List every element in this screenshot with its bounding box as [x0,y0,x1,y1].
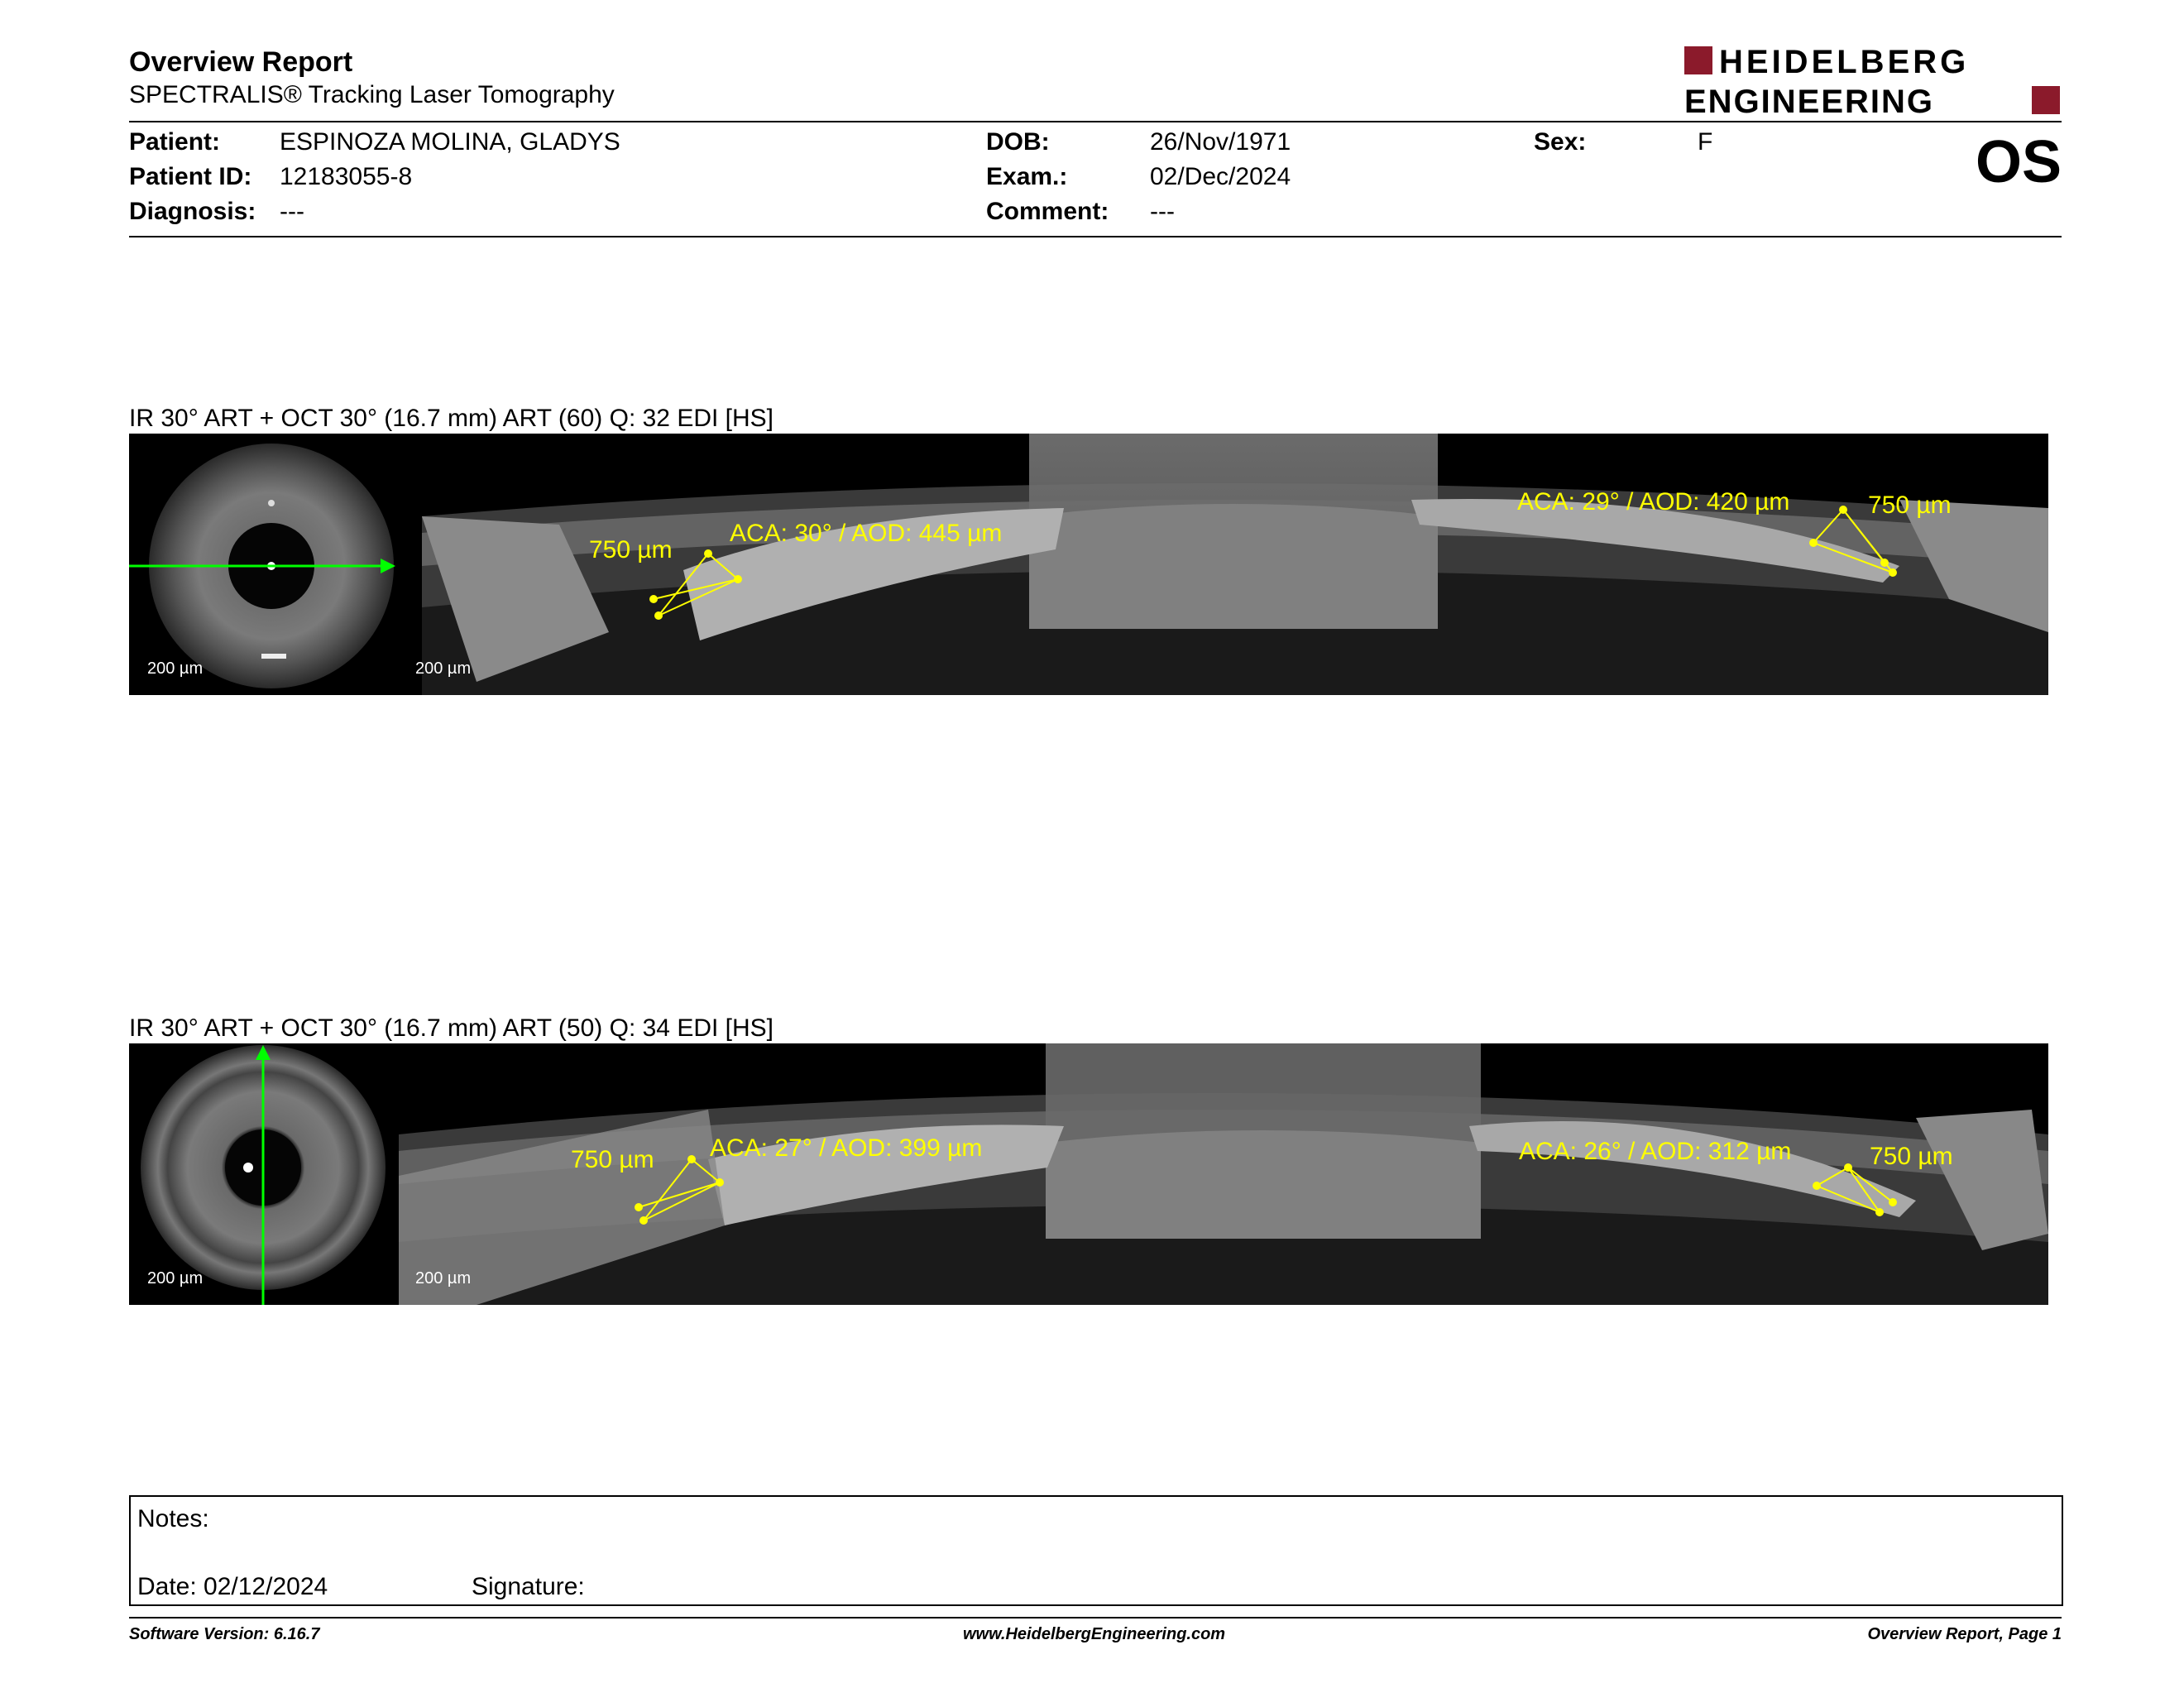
dob-value: 26/Nov/1971 [1150,128,1291,156]
eye-laterality: OS [1975,129,2062,195]
scan-1-ir-scale: 200 µm [147,659,204,678]
scan-1-oct-scale: 200 µm [415,659,472,678]
heidelberg-logo [1684,45,2062,117]
report-title: Overview Report [129,46,353,78]
scan-1-right-measurement: ACA: 29° / AOD: 420 µm [1517,488,1790,516]
dob-label: DOB: [986,128,1050,156]
scan-2-right-distance: 750 µm [1870,1143,1953,1170]
scan-1-panel [129,434,2048,695]
exam-label: Exam.: [986,163,1068,190]
scan-2-oct-image [399,1043,2048,1305]
patient-name-label: Patient: [129,128,221,156]
logo-red-square-bottom [2032,86,2060,114]
scan-2-ir-scale: 200 µm [147,1269,204,1288]
scan-2-panel [129,1043,2048,1305]
date-label: Date: 02/12/2024 [137,1573,328,1600]
scan-1-oct-image [422,434,2048,695]
comment-label: Comment: [986,198,1109,225]
scan-2-title: IR 30° ART + OCT 30° (16.7 mm) ART (50) Q: 34 EDI [HS] [129,1014,774,1042]
exam-value: 02/Dec/2024 [1150,163,1291,190]
sex-label: Sex: [1534,128,1587,156]
patient-divider [129,236,2062,237]
scan-1-right-distance: 750 µm [1868,492,1952,519]
notes-label: Notes: [137,1505,209,1532]
logo-red-square-top [1684,46,1712,74]
logo-line1: HEIDELBERG [1719,45,1970,80]
comment-value: --- [1150,198,1175,225]
software-version: Software Version: 6.16.7 [129,1625,320,1643]
scan-1-title: IR 30° ART + OCT 30° (16.7 mm) ART (60) Q: 32 EDI [HS] [129,405,774,432]
diagnosis-value: --- [280,198,304,225]
scan-2-oct-scale: 200 µm [415,1269,472,1288]
patient-id-label: Patient ID: [129,163,252,190]
patient-name: ESPINOZA MOLINA, GLADYS [280,128,620,156]
scan-2-left-distance: 750 µm [571,1146,654,1173]
header-divider [129,121,2062,122]
scan-1-left-distance: 750 µm [589,536,673,563]
scan-1-left-measurement: ACA: 30° / AOD: 445 µm [730,520,1003,547]
logo-line2: ENGINEERING [1684,84,1935,117]
patient-id: 12183055-8 [280,163,413,190]
signature-label: Signature: [472,1573,585,1600]
scan-2-right-measurement: ACA: 26° / AOD: 312 µm [1519,1138,1792,1165]
sex-value: F [1698,128,1713,156]
notes-box [129,1495,2063,1606]
report-subtitle: SPECTRALIS® Tracking Laser Tomography [129,81,615,108]
diagnosis-label: Diagnosis: [129,198,256,225]
website-link[interactable]: www.HeidelbergEngineering.com [963,1625,1226,1643]
footer-divider [129,1617,2062,1618]
page-number: Overview Report, Page 1 [1867,1625,2062,1643]
scan-2-left-measurement: ACA: 27° / AOD: 399 µm [710,1134,983,1162]
